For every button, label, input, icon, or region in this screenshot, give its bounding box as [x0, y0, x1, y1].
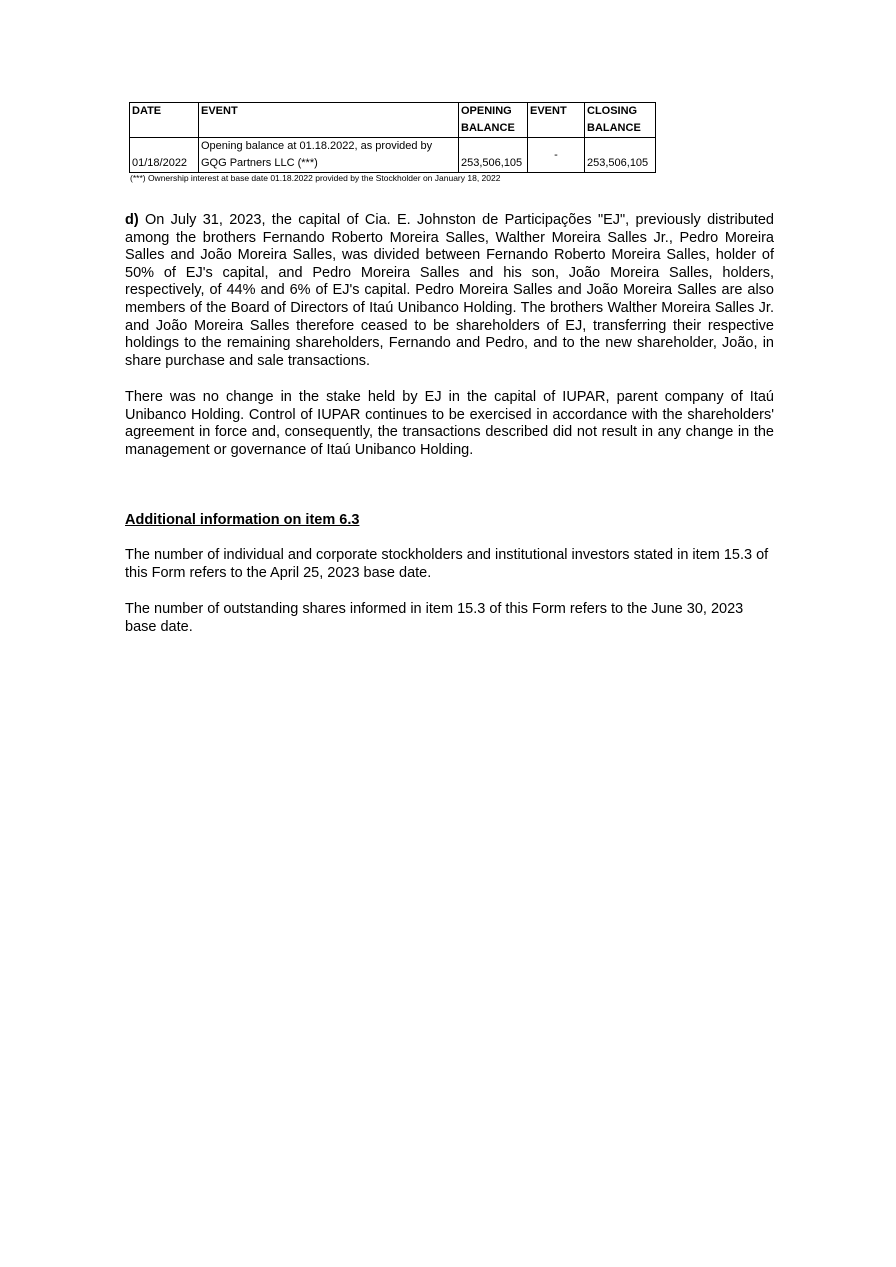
table-row [130, 138, 656, 173]
paragraph-iupar: There was no change in the stake held by EJ in the capital of IUPAR, parent company of Itaú Unibanco Holding. Control of IUPAR continues to be exercised in accordance with the shareholders' agreement in force and, consequently, the transactions described did not result in any change in the management or governance of Itaú Unibanco Holding. [125, 389, 774, 458]
paragraph-d-text: On July 31, 2023, the capital of Cia. E. Johnston de Participações "EJ", previously distributed among the brothers Fernando Roberto Moreira Salles, Walther Moreira Salles Jr., Pedro Moreira Salles and João Moreira Salles, was divided between Fernando Roberto Moreira Salles, holder of 50% of EJ's capital, and Pedro Moreira Salles and his son, João Moreira Salles, holders, respectively, of 44% and 6% of EJ's capital. Pedro Moreira Salles and João Moreira Salles are also members of the Board of Directors of Itaú Unibanco Holding. The brothers Walther Moreira Salles Jr. and João Moreira Salles therefore ceased to be shareholders of EJ, transferring their respective holdings to the remaining shareholders, Fernando and Pedro, and to the new shareholder, João, in share purchase and sale transactions. [125, 212, 774, 369]
cell-closing-balance: 253,506,105 [585, 138, 656, 173]
header-opening-balance: OPENING BALANCE [459, 103, 528, 138]
table-header-row [130, 103, 656, 138]
paragraph-d [125, 212, 774, 370]
paragraph-d-label: d) [125, 212, 139, 228]
header-closing-balance: CLOSING BALANCE [585, 103, 656, 138]
header-event: EVENT [199, 103, 459, 138]
paragraph-stockholders: The number of individual and corporate stockholders and institutional investors stated in item 15.3 of this Form refers to the April 25, 2023 base date. [125, 547, 769, 581]
cell-date: 01/18/2022 [130, 138, 199, 173]
header-event-2: EVENT [528, 103, 585, 138]
table-footnote: (***) Ownership interest at base date 01.18.2022 provided by the Stockholder on January 18, 2022 [130, 173, 501, 183]
holdings-table [129, 102, 656, 173]
cell-event: Opening balance at 01.18.2022, as provided by GQG Partners LLC (***) [199, 138, 459, 173]
paragraph-shares: The number of outstanding shares informed in item 15.3 of this Form refers to the June 30, 2023 base date. [125, 601, 744, 635]
cell-opening-balance: 253,506,105 [459, 138, 528, 173]
header-date: DATE [130, 103, 199, 138]
cell-event-2: - [528, 138, 585, 173]
section-heading: Additional information on item 6.3 [125, 512, 360, 528]
